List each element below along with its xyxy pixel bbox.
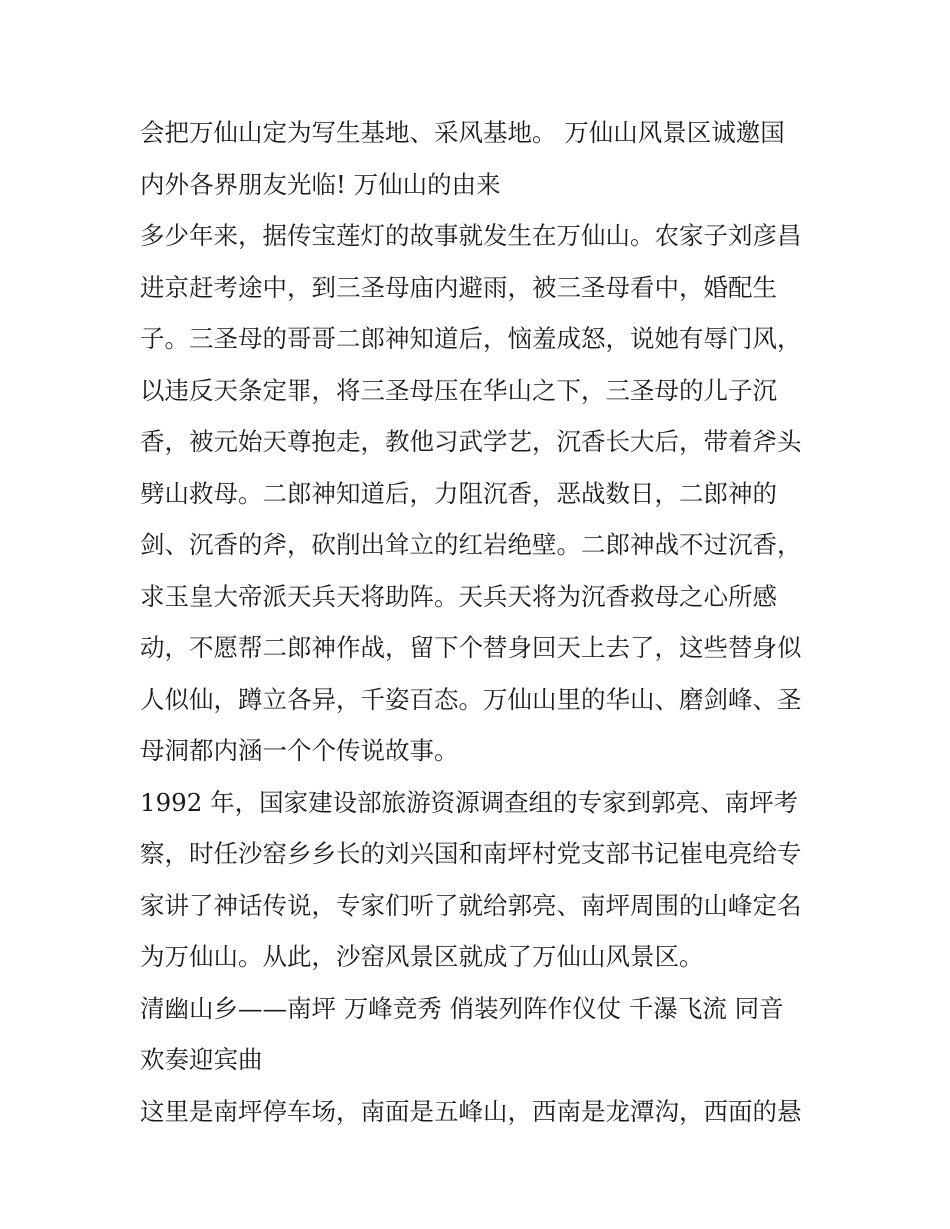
- text-line: 以违反天条定罪，将三圣母压在华山之下，三圣母的儿子沉: [140, 375, 777, 405]
- text-line: 剑、沉香的斧，砍削出耸立的红岩绝壁。二郎神战不过沉香，: [140, 530, 802, 559]
- text-line: 内外各界朋友光临! 万仙山的由来: [140, 169, 501, 199]
- text-line: 1992 年，国家建设部旅游资源调查组的专家到郭亮、南坪考: [140, 787, 799, 817]
- text-line: 子。三圣母的哥哥二郎神知道后，恼羞成怒，说她有辱门风，: [140, 324, 802, 353]
- text-line: 这里是南坪停车场，南面是五峰山，西南是龙潭沟，西面的悬: [140, 1096, 802, 1126]
- text-line: 进京赶考途中，到三圣母庙内避雨，被三圣母看中，婚配生: [140, 272, 777, 302]
- text-line: 会把万仙山定为写生基地、采风基地。 万仙山风景区诚邀国: [140, 118, 785, 147]
- text-line: 求玉皇大帝派天兵天将助阵。天兵天将为沉香救母之心所感: [140, 581, 777, 611]
- text-line: 劈山救母。二郎神知道后，力阻沉香，恶战数日，二郎神的: [140, 478, 777, 508]
- text-line: 为万仙山。从此，沙窑风景区就成了万仙山风景区。: [140, 942, 704, 971]
- text-line: 动，不愿帮二郎神作战，留下个替身回天上去了，这些替身似: [140, 633, 802, 662]
- text-line: 多少年来，据传宝莲灯的故事就发生在万仙山。农家子刘彦昌: [140, 221, 802, 250]
- text-line: 欢奏迎宾曲: [140, 1045, 263, 1074]
- text-line: 家讲了神话传说，专家们听了就给郭亮、南坪周围的山峰定名: [140, 890, 802, 920]
- text-line: 母洞都内涵一个个传说故事。: [140, 736, 459, 765]
- text-line: 香，被元始天尊抱走，教他习武学艺，沉香长大后，带着斧头: [140, 427, 802, 456]
- text-line: 人似仙，蹲立各异，千姿百态。万仙山里的华山、磨剑峰、圣: [140, 684, 802, 714]
- text-line: 察，时任沙窑乡乡长的刘兴国和南坪村党支部书记崔电亮给专: [140, 839, 802, 868]
- text-line: 清幽山乡——南坪 万峰竞秀 俏装列阵作仪仗 千瀑飞流 同音: [140, 993, 784, 1023]
- body-text: [140, 107, 830, 1137]
